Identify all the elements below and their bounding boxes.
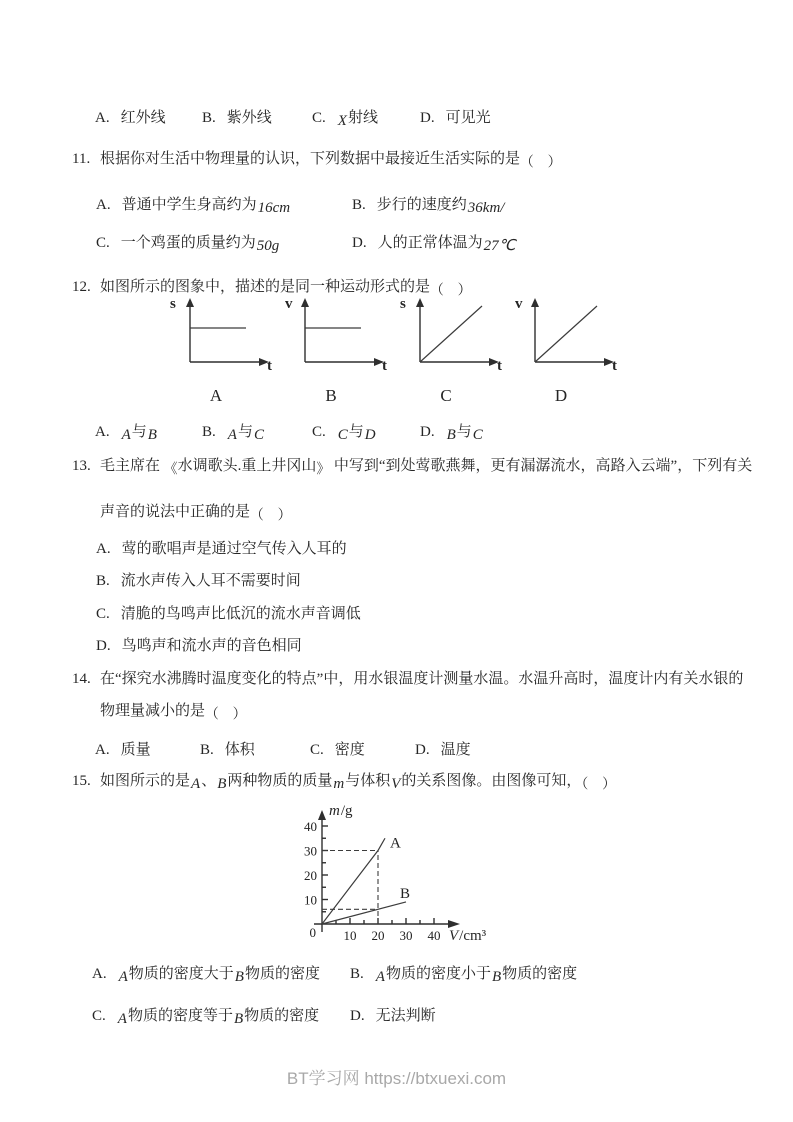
q12-graph-b [283, 296, 398, 408]
option-label: A. [95, 424, 110, 440]
q13-option-b [96, 572, 301, 592]
q10-options-row [0, 106, 793, 132]
option-label: A. [95, 742, 110, 758]
option-label: D. [350, 1008, 365, 1024]
x-axis-label: V/cm³ [449, 928, 487, 944]
x-axis-label: t [267, 358, 272, 374]
q14-option-d [415, 738, 471, 759]
q11-stem: 根据你对生活中物理量的认识，下列数据中最接近生活实际的是（ ） [100, 151, 562, 169]
y-axis-label: s [400, 296, 406, 312]
option-label: D. [96, 638, 111, 654]
option-text: 人的正常体温为27℃ [377, 235, 516, 254]
option-label: B. [96, 573, 110, 589]
y-axis-label: v [285, 296, 293, 312]
option-text: A物质的密度等于B物质的密度 [117, 1008, 320, 1027]
q12-number: 12. [72, 279, 91, 295]
q14-option-c [310, 738, 365, 759]
option-text: C与D [337, 424, 376, 443]
option-label: B. [202, 424, 216, 440]
option-label: A. [92, 966, 107, 982]
svg-text:40: 40 [304, 819, 317, 834]
option-text: 紫外线 [226, 110, 272, 126]
option-label: C. [312, 424, 326, 440]
svg-text:10: 10 [304, 892, 317, 908]
option-text: 鸟鸣声和流水声的音色相同 [121, 638, 302, 654]
option-label: C. [92, 1008, 106, 1024]
option-label: C. [96, 235, 110, 251]
svg-text:B: B [400, 885, 411, 902]
q13-stem-line2: 声音的说法中正确的是（ ） [100, 504, 292, 522]
q12-graph-d [513, 296, 628, 408]
option-text: 体积 [224, 742, 255, 758]
q15-options-row-2 [0, 1004, 793, 1030]
q14-options-row [0, 738, 793, 764]
option-text: A物质的密度大于B物质的密度 [118, 966, 320, 985]
option-text: A与B [121, 424, 157, 443]
q14-stem-line2: 物理量减小的是（ ） [100, 703, 247, 721]
svg-text:20: 20 [304, 868, 317, 883]
y-axis-label: m/g [329, 803, 353, 819]
option-label: B. [352, 197, 366, 213]
q14-number: 14. [72, 671, 91, 687]
q12-options-row [0, 420, 793, 446]
option-text: 步行的速度约36km/ [376, 197, 505, 216]
y-axis-label: s [170, 296, 176, 312]
motion-graph-b-plot [283, 296, 398, 366]
option-text: 可见光 [445, 110, 491, 126]
option-label: A. [95, 110, 110, 126]
motion-graph-a-plot [168, 296, 283, 366]
q12-graph-c [398, 296, 513, 408]
q12-option-a [95, 420, 158, 441]
option-text: 红外线 [120, 110, 166, 126]
q11-option-b [352, 193, 505, 214]
q13-option-a [96, 540, 347, 560]
graph-caption: C [440, 386, 452, 405]
q13-number: 13. [72, 458, 91, 474]
q12-option-d [420, 420, 484, 441]
option-label: C. [96, 606, 110, 622]
q10-option-b [202, 106, 272, 127]
svg-text:0: 0 [309, 925, 316, 940]
option-label: C. [310, 742, 324, 758]
q13-option-c [96, 605, 361, 625]
svg-text:10: 10 [343, 928, 357, 943]
option-label: C. [312, 110, 326, 126]
option-label: A. [96, 541, 111, 557]
graph-caption: B [325, 386, 337, 405]
q10-option-d [420, 106, 491, 127]
q11-option-d [352, 231, 516, 252]
option-text: 温度 [440, 742, 471, 758]
option-label: B. [200, 742, 214, 758]
option-text: 莺的歌唱声是通过空气传入人耳的 [121, 541, 347, 557]
q15-chart-plot [298, 806, 530, 960]
option-label: D. [420, 424, 435, 440]
q11-options-row-1 [0, 193, 793, 219]
svg-text:20: 20 [371, 928, 385, 943]
option-label: B. [202, 110, 216, 126]
option-text: X射线 [337, 110, 378, 129]
option-text: 一个鸡蛋的质量约为50g [120, 235, 280, 254]
q15-number: 15. [72, 773, 91, 789]
q15-mass-volume-chart [298, 803, 530, 960]
q12-option-b [202, 420, 265, 441]
q15-option-c [92, 1004, 319, 1025]
option-label: D. [415, 742, 430, 758]
option-text: 普通中学生身高约为16cm [121, 197, 291, 216]
q15-options-row-1 [0, 962, 793, 988]
q10-option-a [95, 106, 166, 127]
option-text: 流水声传入人耳不需要时间 [120, 573, 301, 589]
q12-stem: 如图所示的图象中，描述的是同一种运动形式的是（ ） [100, 279, 472, 297]
q11-number: 11. [72, 151, 91, 167]
footer-watermark: BT学习网 https://btxuexi.com [286, 1069, 507, 1088]
x-axis-label: t [497, 358, 502, 374]
option-text: B与C [446, 424, 483, 443]
option-text: 密度 [334, 742, 365, 758]
q14-stem-line1: 在“探究水沸腾时温度变化的特点”中，用水银温度计测量水温。水温升高时，温度计内有关水银的 [100, 671, 744, 687]
graph-caption: D [554, 386, 568, 405]
q13-option-d [96, 637, 302, 657]
q10-option-c [312, 106, 378, 127]
graph-caption: A [209, 386, 223, 405]
q11-options-row-2 [0, 231, 793, 257]
q15-option-b [350, 962, 577, 983]
svg-text:40: 40 [427, 928, 441, 943]
option-label: A. [96, 197, 111, 213]
q14-option-a [95, 738, 151, 759]
svg-text:30: 30 [304, 843, 317, 859]
option-label: D. [352, 235, 367, 251]
option-label: D. [420, 110, 435, 126]
option-text: A与C [227, 424, 264, 443]
q11-option-a [96, 193, 291, 214]
option-text: A物质的密度小于B物质的密度 [375, 966, 578, 985]
q15-stem: 如图所示的是A、B两种物质的质量m与体积V的关系图像。由图像可知，（ ） [100, 773, 616, 792]
q13-stem-line1: 毛主席在 《水调歌头.重上井冈山》 中写到“到处莺歌燕舞，更有漏潺流水，高路入云端”，下列有关 [100, 458, 753, 476]
x-axis-label: t [382, 358, 387, 374]
motion-graph-c-plot [398, 296, 513, 366]
x-axis-label: t [612, 358, 617, 374]
motion-graph-d-plot [513, 296, 628, 366]
q12-option-c [312, 420, 377, 441]
option-text: 清脆的鸟鸣声比低沉的流水声音调低 [120, 606, 361, 622]
q15-option-d [350, 1004, 436, 1025]
option-text: 无法判断 [375, 1008, 436, 1024]
svg-text:30: 30 [399, 928, 413, 943]
q12-graph-a [168, 296, 283, 408]
svg-text:A: A [390, 835, 401, 852]
y-axis-label: v [515, 296, 523, 312]
q11-option-c [96, 231, 280, 252]
option-label: B. [350, 966, 364, 982]
q15-option-a [92, 962, 320, 983]
q14-option-b [200, 738, 255, 759]
option-text: 质量 [120, 742, 151, 758]
